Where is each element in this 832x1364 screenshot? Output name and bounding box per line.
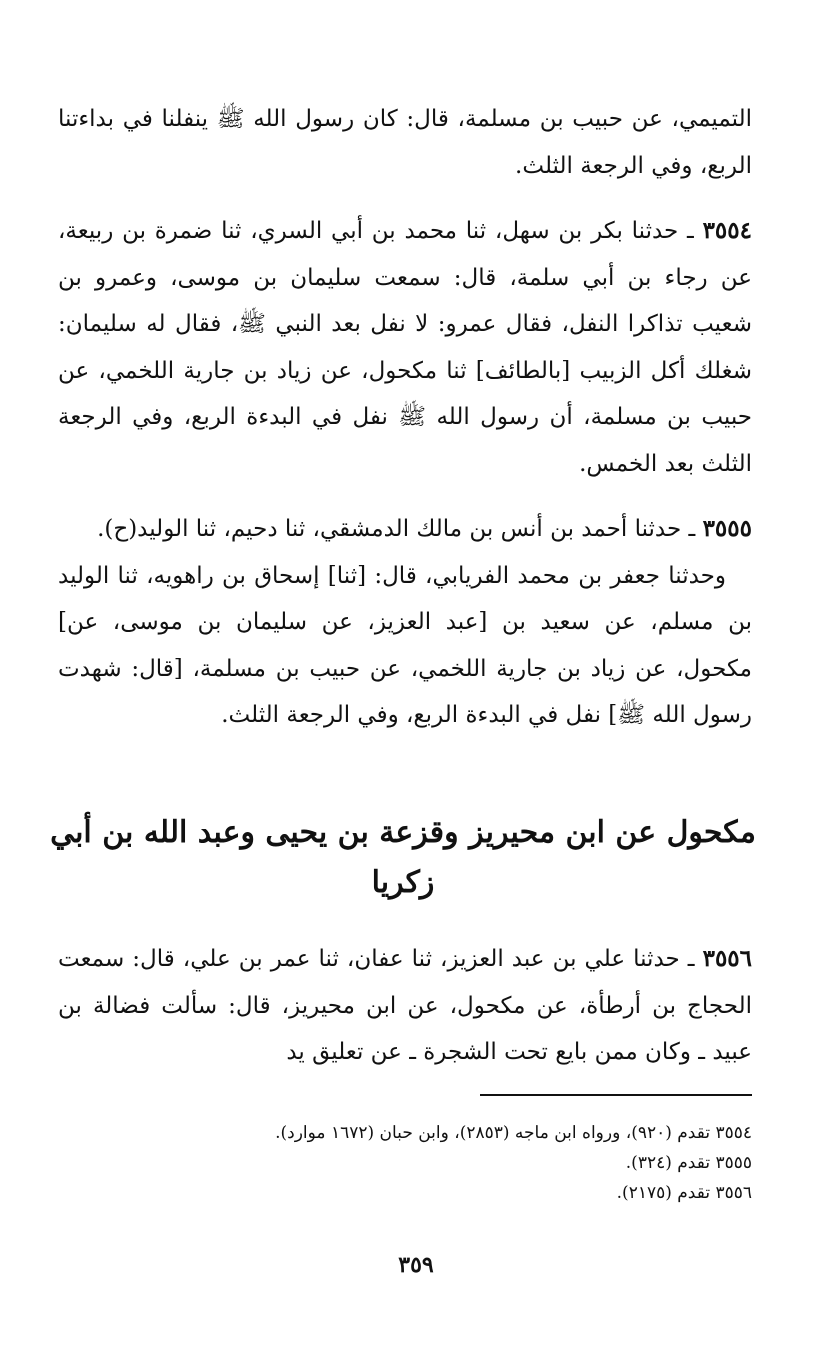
hadith-3556-block xyxy=(58,936,752,1076)
continuation-paragraph: التميمي، عن حبيب بن مسلمة، قال: كان رسول الله ﷺ ينفلنا في بداءتنا الربع، وفي الرجعة الثلث. xyxy=(58,106,752,179)
hadith-3555-paragraph xyxy=(58,506,752,553)
page-number: ٣٥٩ xyxy=(398,1252,434,1278)
hadith-3556-number: ٣٥٥٦ xyxy=(702,945,753,972)
hadith-3555-number: ٣٥٥٥ xyxy=(702,515,752,542)
hadith-3554-number: ٣٥٥٤ xyxy=(702,217,752,244)
hadith-3555-text: ـ حدثنا أحمد بن أنس بن مالك الدمشقي، ثنا دحيم، ثنا الوليد(ح). xyxy=(97,516,696,542)
hadith-3556-paragraph xyxy=(58,936,752,1076)
footnote-3555: ٣٥٥٥ تقدم (٣٢٤). xyxy=(625,1153,752,1173)
hadith-3554-paragraph xyxy=(58,208,752,487)
section-heading: مكحول عن ابن محيريز وقزعة بن يحيى وعبد الله بن أبي زكريا xyxy=(50,815,756,900)
hadith-3556-text: ـ حدثنا علي بن عبد العزيز، ثنا عفان، ثنا عمر بن علي، قال: سمعت الحجاج بن أرطأة، عن مكحول، عن ابن محيريز، قال: سألت فضالة بن عبيد ـ وكان ممن بايع تحت الشجرة ـ عن تعليق يد xyxy=(58,946,752,1065)
footnote-divider xyxy=(480,1094,752,1096)
footnote-3556: ٣٥٥٦ تقدم (٢١٧٥). xyxy=(616,1183,752,1203)
main-text-block xyxy=(58,96,752,739)
footnote-3554: ٣٥٥٤ تقدم (٩٢٠)، ورواه ابن ماجه (٢٨٥٣)، وابن حبان (١٦٧٢ موارد). xyxy=(275,1123,752,1143)
hadith-3555-continuation: وحدثنا جعفر بن محمد الفريابي، قال: [ثنا] إسحاق بن راهويه، ثنا الوليد بن مسلم، عن سعيد بن [عبد العزيز، عن سليمان بن موسى، عن] مكحول، عن زياد بن جارية اللخمي، عن حبيب بن مسلمة، [قال: شهدت رسول الله ﷺ] نفل في البدءة الربع، وفي الرجعة الثلث. xyxy=(58,562,752,728)
hadith-3554-text: ـ حدثنا بكر بن سهل، ثنا محمد بن أبي السري، ثنا ضمرة بن ربيعة، عن رجاء بن أبي سلمة، قال: سمعت سليمان بن موسى، وعمرو بن شعيب تذاكرا النفل، فقال عمرو: لا نفل بعد النبي ﷺ، فقال له سليمان: شغلك أكل الزبيب [بالطائف] ثنا مكحول، عن زياد بن جارية اللخمي، عن حبيب بن مسلمة، أن رسول الله ﷺ نفل في البدءة الربع، وفي الرجعة الثلث بعد الخمس. xyxy=(58,218,752,477)
footnotes xyxy=(80,1118,752,1208)
